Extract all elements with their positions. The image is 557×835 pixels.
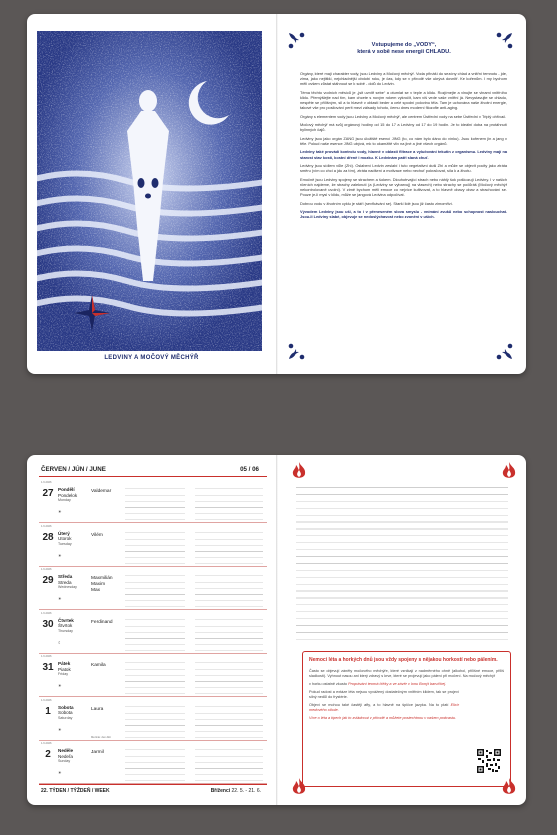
- paragraph: Orgány s elementem vody jsou Ledviny a Močový měchýř, ale centrem Ústřední vody na sebe Ústřední v Triplý ohřívač.: [300, 113, 507, 119]
- weekday-names: Úterý Utorok Tuesday: [58, 530, 72, 546]
- date-small: 1.6.2026: [41, 611, 52, 615]
- date-small: 1.6.2026: [41, 742, 52, 745]
- moon-phase-icon: ☀: [58, 770, 62, 775]
- planner-day-row[interactable]: [39, 610, 267, 654]
- day-number: 31: [42, 662, 54, 673]
- paragraph: Ledviny jsou sídlem vůle (Zhì). Oslabení Ledvin zeslabí i tuto vegetativní duši Zhì a může se objevit pocity jako ztráta směru (vím co chci a jdu za tím), ztráta nadšení a motivace nebo nechuť pokračovat, síla k a životu.: [300, 162, 507, 174]
- article-body: [300, 71, 507, 223]
- flame-icon: [289, 461, 309, 481]
- weekday-names: Čtvrtek Štvrtok Thursday: [58, 617, 74, 633]
- highlight-paragraph: Vývodem Ledviny jsou uši, a to i v přeneseném slova smyslu - vnímání zvuků nebo schopnost naslouchat. Jsou-li Ledviny slabé, objevuje se nedoslýchavost nebo zvonění v uších.: [300, 208, 507, 220]
- writing-lines[interactable]: [125, 701, 185, 739]
- weekday-names: Pondělí Pondelok Monday: [58, 487, 78, 503]
- nameday: Kamila: [91, 663, 106, 668]
- book-gutter: [276, 14, 278, 374]
- corner-ornament-icon: [287, 339, 309, 361]
- date-small: 1.6.2026: [41, 481, 52, 484]
- paragraph: Močový měchýř má svůj orgánový hodiny od 15 do 17 a Ledviny od 17 do 19 hodin. Je to ideální doba na protáhnutí bylinných čajů.: [300, 122, 507, 133]
- paragraph: Dobrou vodu v životním cyklu je stáří (sevřkávání se). Starší lidé jsou již často zimomřiví.: [300, 200, 453, 206]
- weekday-names: Neděle Nedeľa Sunday: [58, 748, 74, 764]
- paragraph: Téma těchto vodních měsíců je „jsit uvnitř sebe“ a otumlat se v teple a klidu. Rozjímejte a vlnujte se vlnami vnitřního klidu. Přemýšlejte nad tím, kam chcete s novým rokem vykročit, kam víš vede vaše vnitřní já. Nevystavujte se chladu, nespěte se přílišným, sil a to hlavně v oblasti beder a celé spodní polovinu těla. Tam je uchována naše životní energie, takové vše pro posilování perit mezi zálsady tohoto, čemu dnes moderní filozofie anti-aging.: [300, 89, 507, 111]
- holiday-note: Mezinár. den dětí: [91, 735, 111, 739]
- highlight-paragraph: Ledviny také provádí kontrolu vody, hlavně v oblasti filtrace a vylučování tekutin z organismu. Ledviny mají na starost stav kostí, kostní dřeně i mozku. K Ledvinám patří slaná chuť.: [300, 149, 507, 160]
- writing-lines[interactable]: [195, 701, 263, 739]
- moon-phase-icon: ☀: [58, 509, 62, 514]
- planner-header: [39, 465, 267, 477]
- writing-lines[interactable]: [195, 527, 263, 565]
- writing-lines[interactable]: [125, 483, 185, 521]
- writing-lines[interactable]: [125, 744, 185, 782]
- paragraph: Emočně jsou Ledviny spojeny se strachem a šokem. Dlouhotrvající strach nebo náhlý šok poškozují Ledviny. I v našich rčeních najdeme, že strachy zaleknutí (a (Ledviny se vybarvuj) na vlasech) nebo strachy se počůráš (Močový měchýř nekontrolovaně uvolní). V zimě bychom měli emoce co nejvíce kultivovat, a to hlavně obavy obav a strachování se. Pouze je-li mysl v klidu, může se jangová Ledvina odpočívat.: [300, 176, 507, 198]
- writing-lines[interactable]: [125, 657, 185, 695]
- week-label: 22. TÝDEN / TÝŽDEŇ / WEEK: [41, 788, 110, 794]
- day-number: 28: [42, 531, 54, 543]
- weekday-names: Pátek Piatok Friday: [58, 661, 71, 677]
- moon-phase-icon: ☾: [58, 639, 62, 645]
- planner-day-row[interactable]: [39, 740, 267, 784]
- writing-lines[interactable]: [125, 570, 185, 608]
- month-label: ČERVEN / JÚN / JUNE: [41, 466, 106, 473]
- illustration-caption: LEDVINY A MOČOVÝ MĚCHÝŘ: [104, 355, 199, 361]
- page-title: Vstupujeme do „VODY“, která v sobě nese energii CHLADU.: [357, 42, 451, 56]
- moon-phase-icon: ☀: [58, 596, 62, 601]
- kidney-illustration: [37, 31, 262, 351]
- nameday: Laura: [91, 706, 104, 712]
- planner-day-row[interactable]: [39, 697, 267, 741]
- day-number: 29: [42, 575, 54, 586]
- weekday-names: Středa Streda Wednesday: [58, 574, 77, 590]
- planner-day-row[interactable]: [39, 523, 267, 567]
- date-small: 1.6.2026: [41, 698, 52, 702]
- date-small: 1.6.2026: [41, 655, 52, 658]
- moon-phase-icon: ☀: [58, 552, 62, 558]
- writing-lines[interactable]: [195, 657, 263, 695]
- bottom-book-spread: [27, 455, 526, 805]
- date-small: 1.6.2026: [41, 568, 52, 571]
- planner-footer: [39, 784, 267, 796]
- notes-lines: [296, 481, 508, 645]
- corner-ornament-icon: [492, 339, 514, 361]
- day-number: 2: [45, 749, 51, 760]
- date-small: 1.6.2026: [41, 524, 52, 528]
- nameday: Ferdinand: [91, 619, 113, 625]
- corner-ornament-icon: [287, 31, 309, 53]
- weekday-names: Sobota Sobota Saturday: [58, 704, 74, 720]
- planner-day-row[interactable]: [39, 566, 267, 610]
- planner-day-row[interactable]: [39, 653, 267, 697]
- writing-lines[interactable]: [125, 614, 185, 652]
- writing-lines[interactable]: [195, 483, 263, 521]
- writing-lines[interactable]: [125, 527, 185, 565]
- writing-lines[interactable]: [195, 614, 263, 652]
- flame-icon: [499, 461, 519, 481]
- planner-day-row[interactable]: [39, 479, 267, 523]
- paragraph: Ledviny jsou jako orgán ZANG jsou úložiště esencí JING (to, co nám bylo dáno do vínku). Jsou kořenem jin a jang v těle. Pokud naše esence JING ubývá, mk to okamžitě vliv na jiné a jiné všech orgánů.: [300, 135, 507, 146]
- top-book-spread: [27, 14, 526, 374]
- writing-lines[interactable]: [195, 570, 263, 608]
- info-box-title: Nemoci léta a horkých dnů jsou vždy spojeny s nějakou horkostí nebo pálením.: [309, 657, 498, 663]
- moon-phase-icon: ☀: [58, 726, 62, 732]
- zodiac-dates: Bříženci 22. 5. - 21. 6.: [210, 788, 261, 794]
- qr-code-icon[interactable]: [476, 748, 502, 774]
- paragraph: Orgány, které mají charakter vody, jsou Ledviny a Močový měchýř. Voda přináší do sezóny chlad a vnitřní temnotu - jde, zima, jako nejtišší, nejchladnější období roku, je čas, kdy se v přírodě vše ukrývá dovnitř. Ke kořenům. I my bychom měli ovšem zůstat stáhnout se k sobě - dolů do Ledvin.: [300, 71, 507, 87]
- nameday: Jarmil: [91, 750, 104, 755]
- moon-phase-icon: ☀: [58, 683, 62, 688]
- nameday: Maxmilián Maxim Max: [91, 576, 113, 593]
- info-box: [302, 651, 511, 787]
- week-range: 05 / 06: [240, 466, 259, 473]
- day-number: 1: [45, 705, 51, 717]
- day-number: 27: [42, 488, 54, 499]
- nameday: Valdemar: [91, 489, 112, 494]
- info-box-text: Často se objevují záněty močového měchýře, které vznikají z nadměrného ohně (alkohol, přílišné emoce, příliš sladkostí). Vyhnout nasou ani který zdravý s krve, které se projevují jako pálení při močení. Na močový měchýř v horku ostatně zkusto Proprávání teorná čtěky a ve závěr v lonu Bonýt barvíčkej. Pokud radost a extáze léta nejsou vyvážený dostatečným vnitřním klidem, tak se projeví silný nedůl do frystérie. Objeví se mohou také častěji afty, a to hlavně na špičce jazyka. Na to platí Elixír medového cibule. Více o léta a tipech jak to zvládnout v přírodě a můžete postechtnou v našem podcastu.: [309, 668, 504, 721]
- book-gutter: [276, 455, 278, 805]
- nameday: Vilém: [91, 532, 103, 538]
- writing-lines[interactable]: [195, 744, 263, 782]
- day-number: 30: [42, 618, 54, 630]
